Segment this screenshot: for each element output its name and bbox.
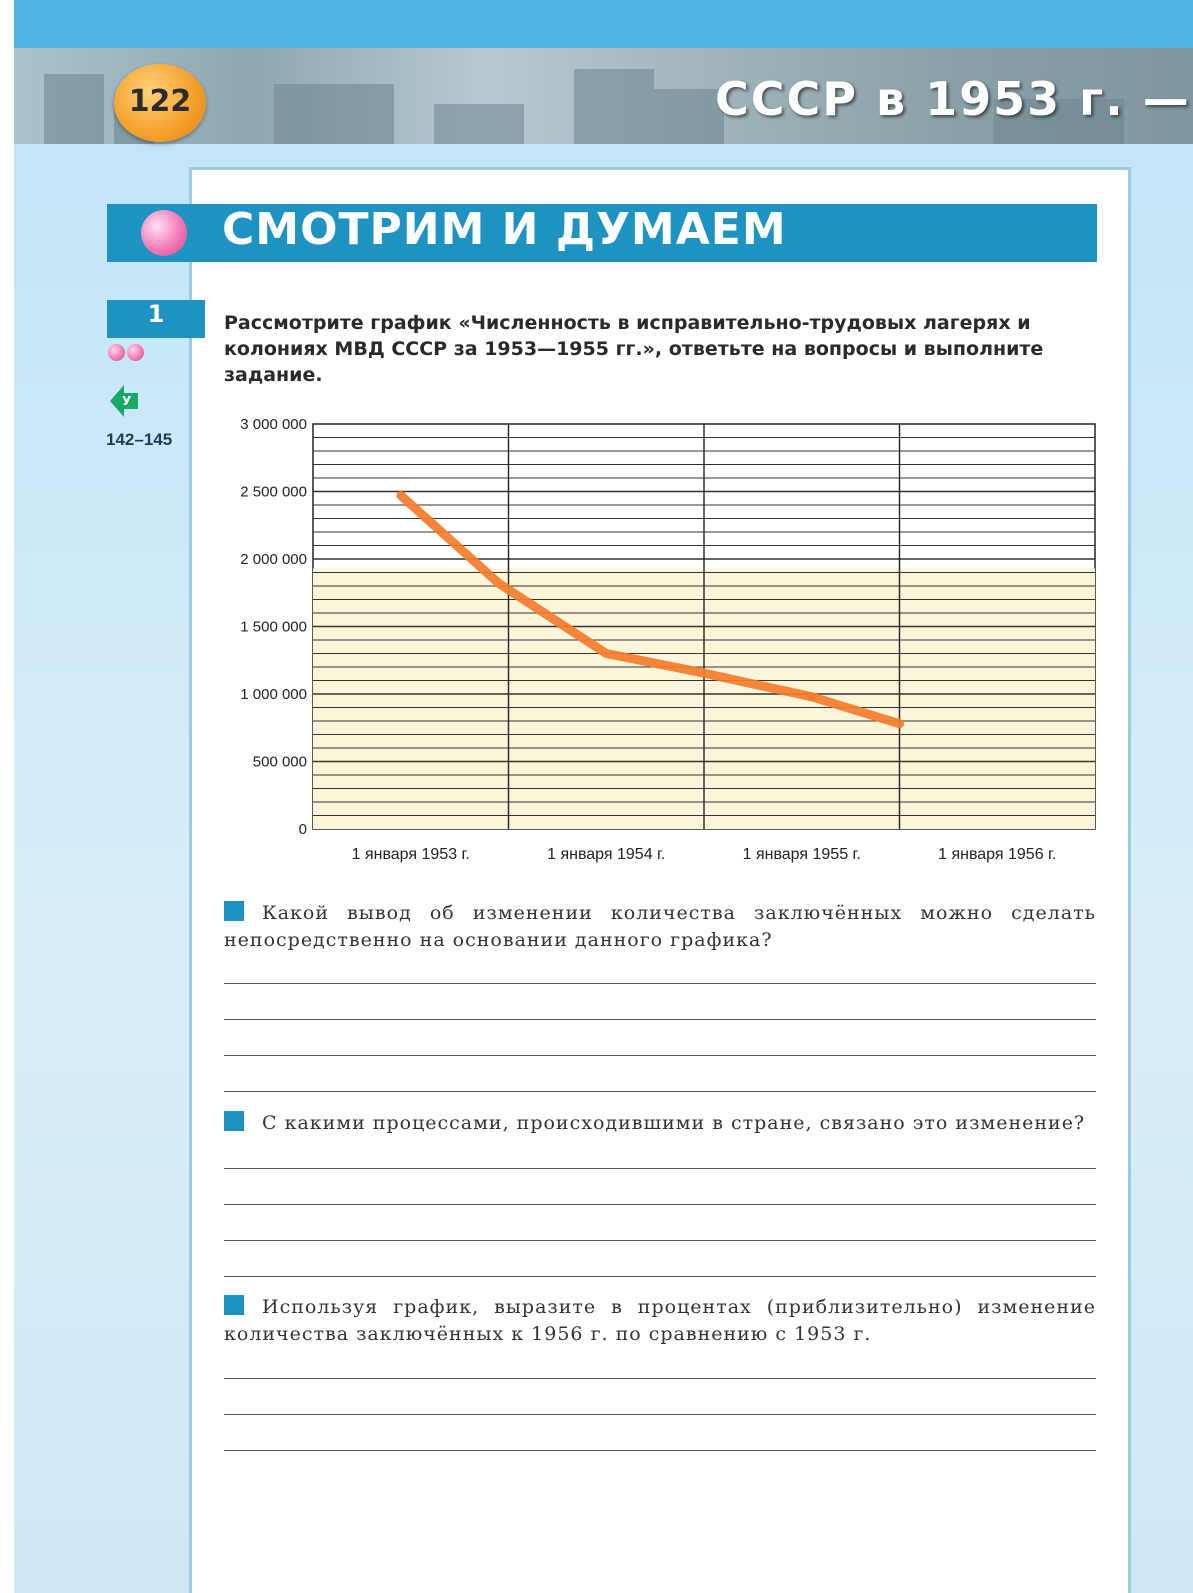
top-strip xyxy=(14,0,1193,48)
x-tick-label: 1 января 1954 г. xyxy=(547,846,666,863)
chapter-title: СССР в 1953 г. — xyxy=(715,72,1191,126)
difficulty-dots-icon xyxy=(108,344,146,365)
question-marker-icon xyxy=(224,1111,244,1131)
question-1 xyxy=(224,900,1096,954)
answer-line[interactable] xyxy=(224,983,1096,984)
y-tick-label: 1 000 000 xyxy=(240,686,307,703)
section-title: СМОТРИМ И ДУМАЕМ xyxy=(222,204,787,255)
answer-line[interactable] xyxy=(224,1414,1096,1415)
page-number: 122 xyxy=(128,84,192,119)
x-tick-label: 1 января 1956 г. xyxy=(938,846,1057,863)
question-2-text: С какими процессами, происходившими в стране, связано это изменение? xyxy=(262,1112,1086,1134)
y-tick-label: 1 500 000 xyxy=(240,618,307,636)
y-tick-label: 3 000 000 xyxy=(240,416,307,433)
answer-line[interactable] xyxy=(224,1204,1096,1205)
textbook-reference-icon xyxy=(108,383,140,419)
svg-text:У: У xyxy=(122,394,132,408)
answer-line[interactable] xyxy=(224,1168,1096,1169)
task-text: Рассмотрите график «Численность в исправительно-трудовых лагерях и колониях МВД СССР за 1953—1955 гг.», ответьте на вопросы и выполните задание. xyxy=(224,312,1044,386)
x-tick-label: 1 января 1953 г. xyxy=(351,846,470,863)
answer-line[interactable] xyxy=(224,1276,1096,1277)
question-3 xyxy=(224,1294,1096,1348)
y-tick-label: 500 000 xyxy=(252,753,307,771)
question-1-text: Какой вывод об изменении количества заключённых можно сделать непосредственно на основании данного графика? xyxy=(224,902,1096,951)
y-tick-label: 0 xyxy=(298,821,307,838)
reference-pages: 142–145 xyxy=(106,430,173,449)
question-marker-icon xyxy=(224,901,244,921)
prisoner-count-chart xyxy=(200,410,1120,870)
question-marker-icon xyxy=(224,1295,244,1315)
answer-line[interactable] xyxy=(224,1091,1096,1092)
answer-line[interactable] xyxy=(224,1450,1096,1451)
task-number: 1 xyxy=(147,300,165,328)
y-tick-label: 2 000 000 xyxy=(240,551,307,568)
answer-line[interactable] xyxy=(224,1055,1096,1056)
y-tick-label: 2 500 000 xyxy=(240,483,307,501)
x-tick-label: 1 января 1955 г. xyxy=(742,846,861,863)
question-3-text: Используя график, выразите в процентах (приблизительно) изменение количества заключённых к 1956 г. по сравнению с 1953 г. xyxy=(224,1296,1096,1345)
answer-line[interactable] xyxy=(224,1378,1096,1379)
page-number-badge xyxy=(114,64,206,142)
section-bullet-icon xyxy=(141,210,187,256)
answer-line[interactable] xyxy=(224,1240,1096,1241)
answer-line[interactable] xyxy=(224,1019,1096,1020)
question-2 xyxy=(224,1110,1096,1137)
